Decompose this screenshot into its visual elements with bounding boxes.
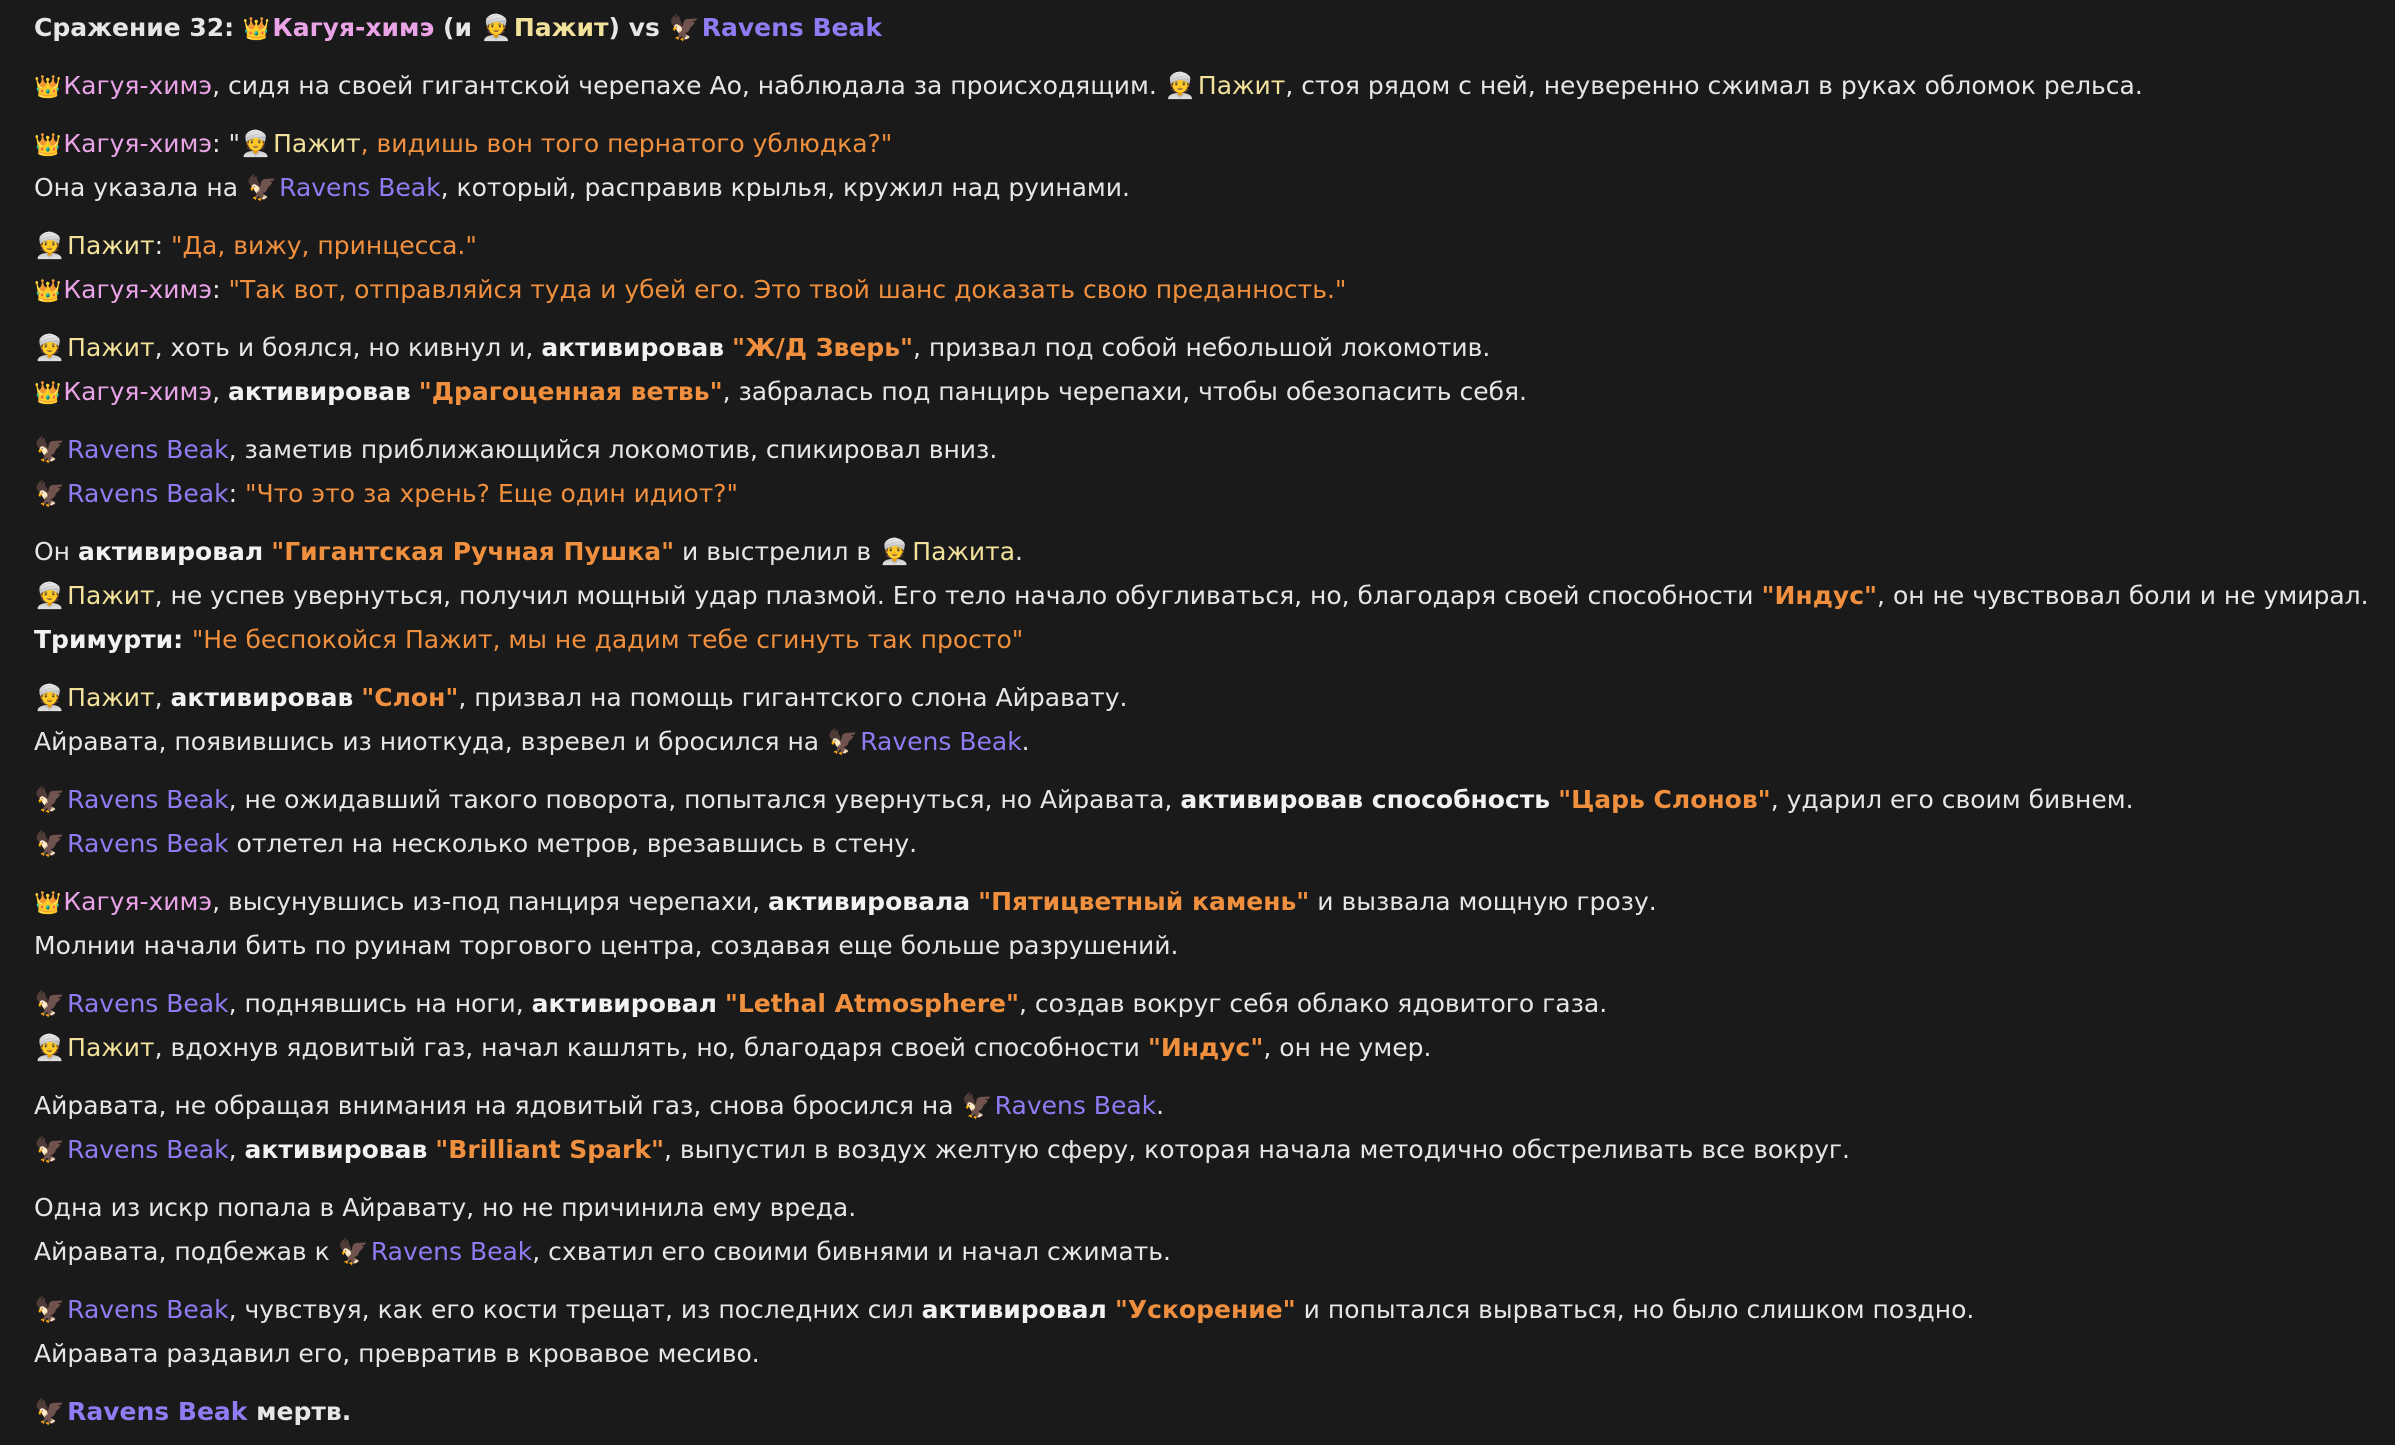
crown-icon: 👑 — [34, 279, 62, 304]
line-text: , сидя на своей гигантской черепахе Ао, наблюдала за происходящим. — [212, 71, 1157, 100]
turban-head-icon: 👳 — [239, 129, 272, 158]
name-ravens: Ravens Beak — [67, 1135, 229, 1164]
ability-name: "Царь Слонов" — [1558, 785, 1771, 814]
line-text: : " — [212, 129, 240, 158]
turban-head-icon: 👳 — [1164, 71, 1196, 100]
title-open-paren: (и — [443, 13, 472, 42]
log-line — [34, 822, 2375, 866]
line-text: , который, расправив крылья, кружил над руинами. — [440, 173, 1130, 202]
title-ravens: Ravens Beak — [701, 13, 882, 42]
bold-action: активировал — [531, 989, 717, 1018]
name-kaguya: Кагуя-химэ — [63, 887, 213, 916]
log-line — [34, 1230, 2375, 1274]
name-ravens: Ravens Beak — [370, 1237, 533, 1266]
line-text: и попытался вырваться, но было слишком поздно. — [1295, 1295, 1975, 1324]
line-text: Айравата раздавил его, превратив в кровавое месиво. — [34, 1339, 760, 1368]
name-ravens: Ravens Beak — [860, 727, 1022, 756]
line-text: , хоть и боялся, но кивнул и, — [154, 333, 542, 362]
name-ravens: Ravens Beak — [67, 989, 229, 1018]
crown-icon: 👑 — [34, 133, 62, 158]
quote-text: "Так вот, отправляйся туда и убей его. Это твой шанс доказать свою преданность." — [228, 275, 1347, 304]
log-line — [34, 778, 2375, 822]
log-line — [34, 326, 2375, 370]
ability-name: "Слон" — [361, 683, 459, 712]
line-text: и выстрелил в — [674, 537, 872, 566]
line-text: мертв. — [256, 1397, 352, 1426]
line-text: , призвал под собой небольшой локомотив. — [913, 333, 1491, 362]
name-ravens: Ravens Beak — [67, 435, 229, 464]
bold-action: активировав способность — [1180, 785, 1551, 814]
log-line — [34, 924, 2375, 968]
title-pazhit: Пажит — [513, 13, 609, 42]
turban-head-icon: 👳 — [879, 537, 911, 566]
log-line — [34, 1084, 2375, 1128]
line-text: , — [212, 377, 228, 406]
title-prefix: Сражение 32: — [34, 13, 235, 42]
bird-icon: 🦅 — [34, 785, 66, 814]
speaker-trimurti: Тримурти — [34, 625, 174, 654]
title-kaguya: Кагуя-химэ — [272, 13, 435, 42]
line-text: : — [228, 479, 245, 508]
log-line — [34, 618, 2375, 662]
name-pazhit: Пажит — [67, 1033, 155, 1062]
bird-icon: 🦅 — [34, 435, 66, 464]
turban-head-icon: 👳 — [34, 333, 66, 362]
title-vs: ) vs — [608, 13, 660, 42]
line-text: . — [1021, 727, 1030, 756]
log-line — [34, 720, 2375, 764]
log-line — [34, 472, 2375, 516]
log-line — [34, 530, 2375, 574]
line-text: , не ожидавший такого поворота, попытался увернуться, но Айравата, — [228, 785, 1181, 814]
line-text: : — [154, 231, 171, 260]
bird-icon: 🦅 — [34, 829, 66, 858]
bird-icon: 🦅 — [668, 13, 700, 42]
name-ravens: Ravens Beak — [279, 173, 441, 202]
ability-name: "Ускорение" — [1114, 1295, 1296, 1324]
bird-icon: 🦅 — [961, 1091, 993, 1120]
turban-head-icon: 👳 — [34, 683, 66, 712]
name-kaguya: Кагуя-химэ — [63, 71, 213, 100]
name-ravens: Ravens Beak — [67, 829, 229, 858]
ability-name: "Пятицветный камень" — [978, 887, 1310, 916]
quote-text: "Что это за хрень? Еще один идиот?" — [244, 479, 739, 508]
log-line — [34, 166, 2375, 210]
line-text: Одна из искр попала в Айравату, но не причинила ему вреда. — [34, 1193, 857, 1222]
name-kaguya: Кагуя-химэ — [63, 129, 213, 158]
name-pazhit: Пажит — [67, 333, 155, 362]
bird-icon: 🦅 — [34, 1135, 66, 1164]
line-text: Айравата, подбежав к — [34, 1237, 330, 1266]
bird-icon: 🦅 — [34, 1397, 66, 1426]
line-text: , — [228, 1135, 245, 1164]
bird-icon: 🦅 — [337, 1237, 369, 1266]
line-text: , не успев увернуться, получил мощный удар плазмой. Его тело начало обугливаться, но, благодаря своей способности — [154, 581, 1762, 610]
name-pazhit: Пажит — [67, 581, 155, 610]
name-pazhit: Пажит — [273, 129, 361, 158]
line-text: : — [212, 275, 229, 304]
turban-head-icon: 👳 — [34, 1033, 66, 1062]
ability-name: "Гигантская Ручная Пушка" — [271, 537, 675, 566]
log-line — [34, 122, 2375, 166]
line-text: , схватил его своими бивнями и начал сжимать. — [532, 1237, 1171, 1266]
log-line — [34, 1186, 2375, 1230]
log-line — [34, 370, 2375, 414]
line-text: , вдохнув ядовитый газ, начал кашлять, но, благодаря своей способности — [154, 1033, 1148, 1062]
line-text: Айравата, появившись из ниоткуда, взревел и бросился на — [34, 727, 820, 756]
quote-text: "Не беспокойся Пажит, мы не дадим тебе сгинуть так просто" — [191, 625, 1024, 654]
line-text: , призвал на помощь гигантского слона Айравату. — [458, 683, 1128, 712]
line-text: . — [1156, 1091, 1165, 1120]
log-line — [34, 1128, 2375, 1172]
crown-icon: 👑 — [242, 17, 271, 42]
name-pazhita: Пажита — [912, 537, 1016, 566]
line-text: , ударил его своим бивнем. — [1770, 785, 2134, 814]
line-text: . — [1015, 537, 1023, 566]
death-line — [34, 1390, 2375, 1434]
bold-action: активировав — [170, 683, 354, 712]
turban-head-icon: 👳 — [34, 231, 66, 260]
log-line — [34, 428, 2375, 472]
line-text: , поднявшись на ноги, — [228, 989, 532, 1018]
name-pazhit: Пажит — [67, 231, 155, 260]
bold-action: активировала — [768, 887, 971, 916]
ability-name: "Ж/Д Зверь" — [732, 333, 914, 362]
name-ravens: Ravens Beak — [67, 479, 229, 508]
turban-head-icon: 👳 — [480, 13, 512, 42]
log-line — [34, 574, 2375, 618]
bird-icon: 🦅 — [827, 727, 859, 756]
line-text: , высунувшись из-под панциря черепахи, — [212, 887, 768, 916]
log-line — [34, 64, 2375, 108]
bird-icon: 🦅 — [34, 989, 66, 1018]
log-line — [34, 982, 2375, 1026]
log-line — [34, 1332, 2375, 1376]
bold-action: активировав — [541, 333, 725, 362]
name-kaguya: Кагуя-химэ — [63, 377, 213, 406]
line-text: и вызвала мощную грозу. — [1309, 887, 1657, 916]
quote-text: "Да, вижу, принцесса." — [170, 231, 477, 260]
quote-text: , видишь вон того пернатого ублюдка?" — [360, 129, 893, 158]
line-text: , чувствуя, как его кости трещат, из последних сил — [228, 1295, 922, 1324]
log-line — [34, 880, 2375, 924]
battle-title — [34, 6, 2375, 50]
bold-action: активировал — [921, 1295, 1107, 1324]
ability-name: "Индус" — [1761, 581, 1878, 610]
name-ravens: Ravens Beak — [994, 1091, 1157, 1120]
line-text: , выпустил в воздух желтую сферу, которая начала методично обстреливать все вокруг. — [664, 1135, 1850, 1164]
name-pazhit: Пажит — [1197, 71, 1286, 100]
bold-action: активировав — [244, 1135, 428, 1164]
bold-action: активировав — [228, 377, 411, 406]
log-line — [34, 268, 2375, 312]
name-ravens: Ravens Beak — [67, 1397, 248, 1426]
line-text: Он — [34, 537, 78, 566]
line-text: , создав вокруг себя облако ядовитого газа. — [1019, 989, 1608, 1018]
name-pazhit: Пажит — [67, 683, 155, 712]
line-text: Она указала на — [34, 173, 239, 202]
log-line — [34, 676, 2375, 720]
line-text: отлетел на несколько метров, врезавшись в стену. — [228, 829, 918, 858]
ability-name: "Драгоценная ветвь" — [418, 377, 723, 406]
line-text: , он не умер. — [1263, 1033, 1432, 1062]
name-ravens: Ravens Beak — [67, 1295, 229, 1324]
line-text: , — [154, 683, 171, 712]
ability-name: "Индус" — [1147, 1033, 1264, 1062]
name-ravens: Ravens Beak — [67, 785, 229, 814]
ability-name: "Brilliant Spark" — [435, 1135, 664, 1164]
crown-icon: 👑 — [34, 381, 62, 406]
name-kaguya: Кагуя-химэ — [63, 275, 213, 304]
bird-icon: 🦅 — [34, 479, 66, 508]
crown-icon: 👑 — [34, 75, 62, 100]
line-text: , заметив приближающийся локомотив, спикировал вниз. — [228, 435, 998, 464]
line-text: Айравата, не обращая внимания на ядовитый газ, снова бросился на — [34, 1091, 954, 1120]
log-line — [34, 224, 2375, 268]
ability-name: "Lethal Atmosphere" — [724, 989, 1020, 1018]
bold-action: активировал — [77, 537, 264, 566]
battle-log — [34, 6, 2375, 1434]
line-text: , забралась под панцирь черепахи, чтобы обезопасить себя. — [722, 377, 1527, 406]
line-text: , он не чувствовал боли и не умирал. — [1877, 581, 2369, 610]
line-text: : — [173, 625, 192, 654]
log-line — [34, 1026, 2375, 1070]
log-line — [34, 1288, 2375, 1332]
crown-icon: 👑 — [34, 891, 62, 916]
line-text: Молнии начали бить по руинам торгового центра, создавая еще больше разрушений. — [34, 931, 1179, 960]
turban-head-icon: 👳 — [34, 581, 66, 610]
bird-icon: 🦅 — [34, 1295, 66, 1324]
bird-icon: 🦅 — [245, 173, 278, 202]
line-text: , стоя рядом с ней, неуверенно сжимал в руках обломок рельса. — [1285, 71, 2143, 100]
